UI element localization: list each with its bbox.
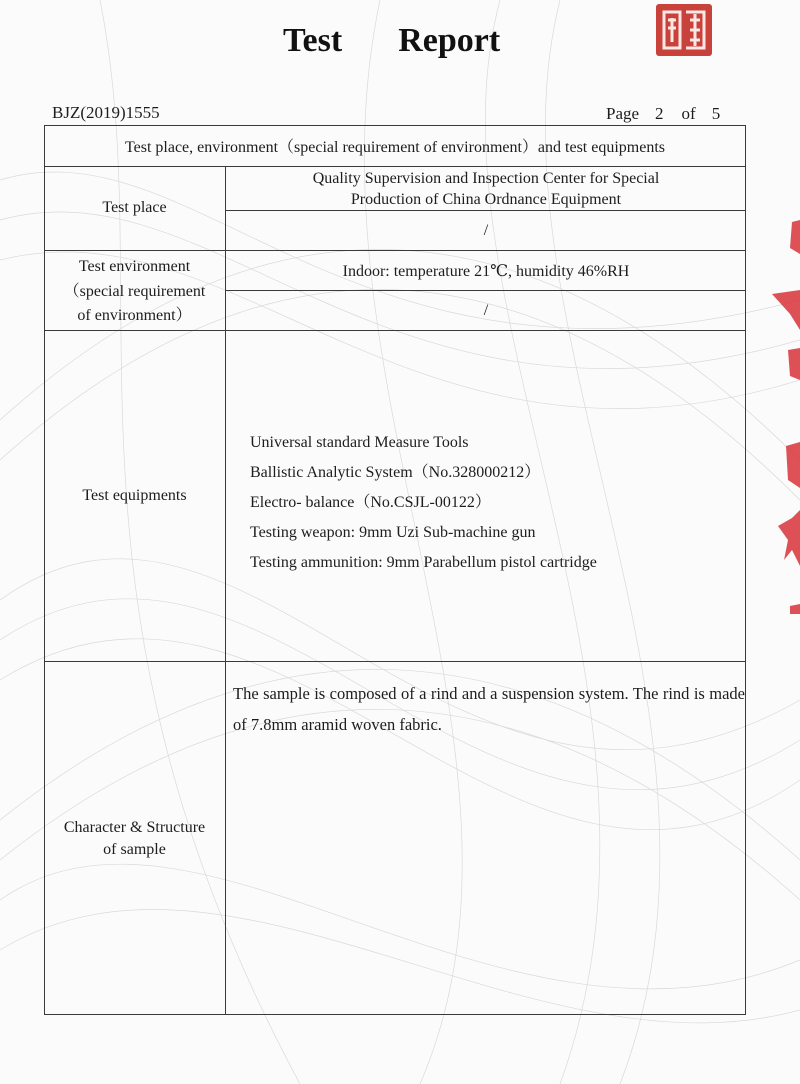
- test-environment-label-line3: of environment）: [77, 307, 192, 324]
- test-place-extra: /: [483, 222, 489, 239]
- seal-text: [656, 4, 712, 56]
- equipment-item: Ballistic Analytic System（No.328000212）: [250, 464, 541, 481]
- equipment-list: [250, 428, 597, 578]
- test-environment-value: Indoor: temperature 21℃, humidity 46%RH: [342, 263, 630, 280]
- red-seal-logo: [656, 4, 712, 56]
- equipment-item: Testing weapon: 9mm Uzi Sub-machine gun: [250, 524, 536, 541]
- report-number: BJZ(2019)1555: [52, 103, 160, 122]
- report-title: [283, 22, 500, 60]
- section-heading: Test place, environment（special requirement of environment）and test equipments: [124, 139, 666, 156]
- equipment-item: Testing ammunition: 9mm Parabellum pistol cartridge: [250, 554, 597, 571]
- row-divider: [44, 166, 746, 167]
- total-pages: 5: [711, 104, 721, 123]
- sub-row-divider: [226, 290, 746, 291]
- test-environment-label-line2: （special requirement: [63, 283, 206, 300]
- row-divider: [44, 661, 746, 662]
- of-label: of: [681, 104, 696, 123]
- title-word-test: Test: [283, 22, 343, 59]
- row-divider: [44, 330, 746, 331]
- partial-stamp-edge: [762, 220, 800, 620]
- row-divider: [44, 250, 746, 251]
- equipment-item: Electro- balance（No.CSJL-00122）: [250, 494, 491, 511]
- character-structure-label-line2: of sample: [103, 841, 166, 858]
- equipment-item: Universal standard Measure Tools: [250, 434, 469, 451]
- character-structure-label-line1: Character & Structure: [63, 819, 206, 836]
- title-word-report: Report: [398, 22, 501, 59]
- test-place-value-line2: Production of China Ordnance Equipment: [350, 191, 622, 208]
- test-equipments-label: Test equipments: [82, 487, 187, 504]
- sample-description: The sample is composed of a rind and a suspension system. The rind is made of 7.8mm aramid woven fabric.: [233, 684, 745, 734]
- page-indicator: [606, 104, 720, 124]
- column-divider: [225, 166, 226, 1015]
- page-number: 2: [655, 104, 664, 123]
- page-label: Page: [606, 104, 640, 123]
- test-place-label: Test place: [102, 199, 167, 216]
- test-environment-extra: /: [483, 302, 489, 319]
- test-environment-label-line1: Test environment: [78, 258, 191, 275]
- test-place-value-line1: Quality Supervision and Inspection Center for Special: [312, 170, 660, 187]
